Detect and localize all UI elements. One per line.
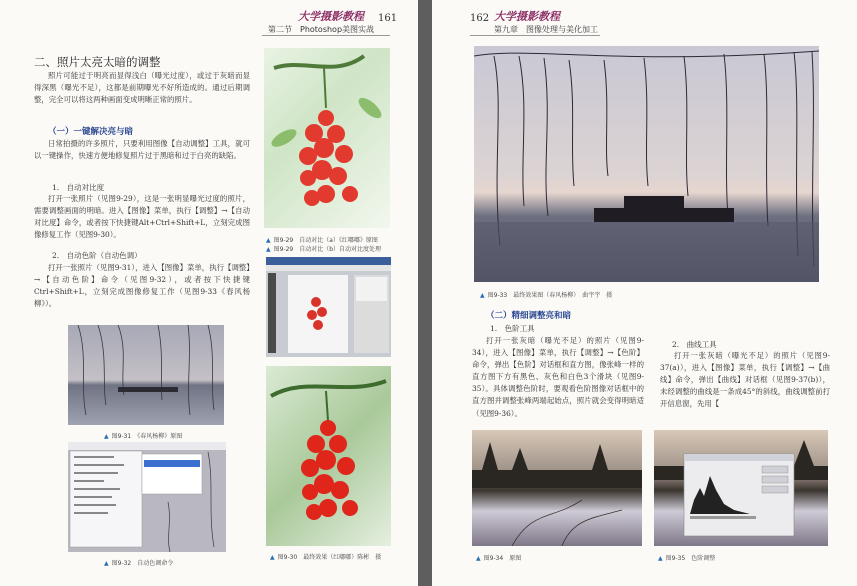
photoshop-screenshot xyxy=(266,257,391,357)
menu-dropdown-graphic xyxy=(68,442,226,552)
section-heading: 二、照片太亮太暗的调整 xyxy=(34,55,161,69)
page-number: 162 xyxy=(470,13,490,24)
photoshop-window-graphic xyxy=(266,257,391,357)
caption-marker-icon: ▲ xyxy=(104,433,109,440)
paragraph-curves: 打开一张灰暗（曝光不足）的照片（见图9-37(a)），进入【图像】菜单，执行【调整】→【曲线】命令，弹出【曲线】对话框（见图9-37(b)），未经调整的曲线是一条成45°的斜线，曲线调整前打开信息窗，先用【 xyxy=(660,351,830,409)
paragraph-levels: 打开一张灰暗（曝光不足）的照片（见图9-34），进入【图像】菜单，执行【调整】→【色阶】命令，弹出【色阶】对话框和直方图，像张峰一样的直方图下方有黑色、灰色和白色3个滑块（见图9-35）。具体调整色阶时，要观看色阶图像对话框中的直方图并调整张峰两端起始点，照片就会变得明暗适（见图9-36）。 xyxy=(472,336,644,418)
book-gutter xyxy=(418,0,432,586)
photo-snow-original xyxy=(472,430,642,546)
photo-willow-lake-original xyxy=(68,325,224,425)
caption-fig-9-29b: ▲ 图9-29 自动对比（b）自动对比度处理 xyxy=(266,246,382,253)
intro-paragraph: 照片可能过于明亮而显得浅白（曝光过度），或过于灰暗而显得深黑（曝光不足），这都是前期曝光不好所造成的。通过后期调整，完全可以将这两种画面变成明晰正常的照片。 xyxy=(34,71,250,105)
caption-marker-icon: ▲ xyxy=(270,554,275,561)
caption-fig-9-35: ▲ 图9-35 色阶调整 xyxy=(658,555,716,562)
page-number: 161 xyxy=(378,13,398,24)
caption-fig-9-31: ▲ 图9-31 《春风杨柳》原图 xyxy=(104,433,183,440)
section-header: 第二节 Photoshop美图实战 xyxy=(268,25,375,34)
photo-tomatoes-final xyxy=(266,366,391,546)
item-title-curves: 2. 曲线工具 xyxy=(672,340,717,349)
caption-fig-9-29a: ▲ 图9-29 自动对比（a）《红嘟嘟》原图 xyxy=(266,237,378,244)
levels-dialog-graphic xyxy=(654,430,828,546)
caption-marker-icon: ▲ xyxy=(104,560,109,567)
photo-spring-willow-final xyxy=(474,46,819,282)
screenshot-levels-dialog xyxy=(654,430,828,546)
caption-marker-icon: ▲ xyxy=(658,555,663,562)
caption-fig-9-32: ▲ 图9-32 自动色调命令 xyxy=(104,560,174,567)
tomato-cluster-graphic xyxy=(264,48,390,228)
right-page xyxy=(432,0,857,586)
caption-marker-icon: ▲ xyxy=(480,292,485,299)
subheading: （二）精细调整亮和暗 xyxy=(486,311,572,321)
subheading: （一）一键解决亮与暗 xyxy=(48,127,134,137)
left-page xyxy=(0,0,418,586)
snow-scene-graphic xyxy=(472,430,642,546)
book-brand: 大学摄影教程 xyxy=(494,10,560,23)
item-title-auto-levels: 2. 自动色阶（自动色调） xyxy=(52,251,142,260)
caption-fig-9-30: ▲ 图9-30 最终效果（红嘟嘟）陈彬 摄 xyxy=(270,554,382,561)
paragraph-auto-adjust: 日常拍摄的许多照片，只要利用图像【自动调整】工具，就可以一键操作，快速方便地修复照片过于黑暗和过于白亮的缺陷。 xyxy=(34,139,250,161)
caption-fig-9-33: ▲ 图9-33 最终效果图（春风杨柳） 曲宇宇 摄 xyxy=(480,292,613,299)
paragraph-auto-levels: 打开一张照片（见图9-31），进入【图像】菜单，执行【调整】→【自动色阶】命令（见图9-32），或者按下快捷键Ctrl+Shift+L，立刻完成图像修复工作（见图9-33《春风杨柳》）。 xyxy=(34,263,250,309)
caption-marker-icon: ▲ xyxy=(266,246,271,253)
book-brand: 大学摄影教程 xyxy=(298,10,364,23)
paragraph-auto-contrast: 打开一张照片（见图9-29），这是一张明显曝光过度的照片，需要调整画面的明暗。进入【图像】菜单，执行【调整】→【自动对比度】命令，或者按下快捷键Alt+Ctrl+Shift+L，立刻完成图像修复工作（见图9-30）。 xyxy=(34,194,250,240)
item-title-levels: 1. 色阶工具 xyxy=(490,324,535,333)
header-rule xyxy=(470,35,600,36)
item-title-auto-contrast: 1. 自动对比度 xyxy=(52,183,105,192)
photo-tomatoes-original xyxy=(264,48,390,228)
section-header: 第九章 图像处理与美化加工 xyxy=(494,25,598,34)
willow-scene-graphic xyxy=(474,46,819,282)
header-rule xyxy=(262,35,390,36)
caption-marker-icon: ▲ xyxy=(266,237,271,244)
screenshot-auto-tone-menu xyxy=(68,442,226,552)
willow-branches-graphic xyxy=(68,325,224,425)
caption-marker-icon: ▲ xyxy=(476,555,481,562)
tomato-cluster-final-graphic xyxy=(266,366,391,546)
caption-fig-9-34: ▲ 图9-34 原图 xyxy=(476,555,522,562)
